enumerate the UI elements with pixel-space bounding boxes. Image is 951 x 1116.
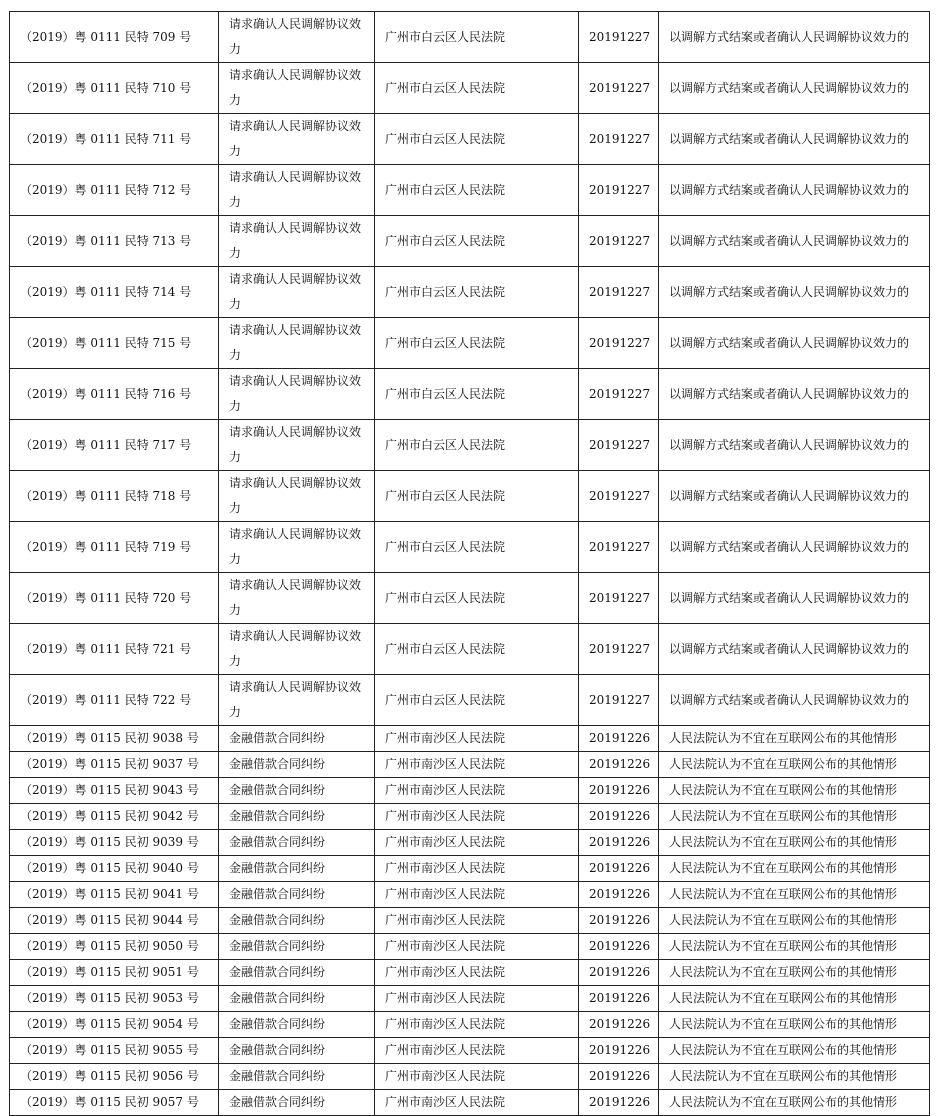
- court-name-cell: 广州市白云区人民法院: [375, 573, 579, 624]
- table-row: [10, 522, 930, 573]
- court-name-cell: 广州市白云区人民法院: [375, 522, 579, 573]
- date-cell: 20191226: [579, 778, 659, 804]
- reason-cell: 人民法院认为不宜在互联网公布的其他情形: [659, 726, 930, 752]
- case-cause-cell: 请求确认人民调解协议效力: [219, 165, 375, 216]
- court-name-cell: 广州市白云区人民法院: [375, 267, 579, 318]
- court-name-cell: 广州市白云区人民法院: [375, 318, 579, 369]
- case-number-cell: （2019）粤 0111 民特 713 号: [10, 216, 219, 267]
- case-number-cell: （2019）粤 0111 民特 709 号: [10, 12, 219, 63]
- date-cell: 20191226: [579, 934, 659, 960]
- case-number-cell: （2019）粤 0115 民初 9042 号: [10, 804, 219, 830]
- court-name-cell: 广州市白云区人民法院: [375, 165, 579, 216]
- case-number-cell: （2019）粤 0115 民初 9057 号: [10, 1090, 219, 1116]
- court-name-cell: 广州市白云区人民法院: [375, 114, 579, 165]
- court-name-cell: 广州市白云区人民法院: [375, 420, 579, 471]
- case-cause-cell: 金融借款合同纠纷: [219, 1038, 375, 1064]
- date-cell: 20191227: [579, 624, 659, 675]
- table-row: [10, 471, 930, 522]
- case-number-cell: （2019）粤 0115 民初 9050 号: [10, 934, 219, 960]
- reason-cell: 人民法院认为不宜在互联网公布的其他情形: [659, 1038, 930, 1064]
- table-row: [10, 1090, 930, 1116]
- court-name-cell: 广州市南沙区人民法院: [375, 752, 579, 778]
- court-name-cell: 广州市南沙区人民法院: [375, 726, 579, 752]
- case-number-cell: （2019）粤 0115 民初 9040 号: [10, 856, 219, 882]
- case-cause-cell: 请求确认人民调解协议效力: [219, 675, 375, 726]
- reason-cell: 以调解方式结案或者确认人民调解协议效力的: [659, 369, 930, 420]
- court-name-cell: 广州市南沙区人民法院: [375, 1012, 579, 1038]
- court-name-cell: 广州市南沙区人民法院: [375, 1064, 579, 1090]
- reason-cell: 人民法院认为不宜在互联网公布的其他情形: [659, 804, 930, 830]
- date-cell: 20191227: [579, 522, 659, 573]
- date-cell: 20191226: [579, 804, 659, 830]
- court-name-cell: 广州市白云区人民法院: [375, 624, 579, 675]
- date-cell: 20191226: [579, 1012, 659, 1038]
- table-row: [10, 856, 930, 882]
- date-cell: 20191227: [579, 573, 659, 624]
- table-row: [10, 624, 930, 675]
- case-cause-cell: 请求确认人民调解协议效力: [219, 573, 375, 624]
- case-number-cell: （2019）粤 0115 民初 9041 号: [10, 882, 219, 908]
- court-name-cell: 广州市南沙区人民法院: [375, 778, 579, 804]
- table-row: [10, 908, 930, 934]
- case-cause-cell: 金融借款合同纠纷: [219, 804, 375, 830]
- table-row: [10, 934, 930, 960]
- date-cell: 20191227: [579, 318, 659, 369]
- date-cell: 20191227: [579, 471, 659, 522]
- case-cause-cell: 金融借款合同纠纷: [219, 908, 375, 934]
- reason-cell: 以调解方式结案或者确认人民调解协议效力的: [659, 63, 930, 114]
- case-cause-cell: 金融借款合同纠纷: [219, 882, 375, 908]
- date-cell: 20191226: [579, 830, 659, 856]
- case-cause-cell: 请求确认人民调解协议效力: [219, 318, 375, 369]
- reason-cell: 以调解方式结案或者确认人民调解协议效力的: [659, 318, 930, 369]
- reason-cell: 以调解方式结案或者确认人民调解协议效力的: [659, 624, 930, 675]
- reason-cell: 人民法院认为不宜在互联网公布的其他情形: [659, 908, 930, 934]
- court-name-cell: 广州市南沙区人民法院: [375, 830, 579, 856]
- case-table: [9, 11, 930, 1116]
- table-row: [10, 1064, 930, 1090]
- case-cause-cell: 金融借款合同纠纷: [219, 934, 375, 960]
- court-name-cell: 广州市南沙区人民法院: [375, 986, 579, 1012]
- date-cell: 20191227: [579, 369, 659, 420]
- case-cause-cell: 金融借款合同纠纷: [219, 1012, 375, 1038]
- date-cell: 20191226: [579, 1038, 659, 1064]
- table-row: [10, 63, 930, 114]
- court-name-cell: 广州市白云区人民法院: [375, 369, 579, 420]
- table-row: [10, 726, 930, 752]
- date-cell: 20191226: [579, 908, 659, 934]
- case-cause-cell: 金融借款合同纠纷: [219, 986, 375, 1012]
- reason-cell: 以调解方式结案或者确认人民调解协议效力的: [659, 267, 930, 318]
- court-name-cell: 广州市白云区人民法院: [375, 675, 579, 726]
- case-cause-cell: 金融借款合同纠纷: [219, 856, 375, 882]
- reason-cell: 以调解方式结案或者确认人民调解协议效力的: [659, 165, 930, 216]
- case-cause-cell: 金融借款合同纠纷: [219, 1064, 375, 1090]
- table-row: [10, 318, 930, 369]
- date-cell: 20191227: [579, 675, 659, 726]
- date-cell: 20191226: [579, 882, 659, 908]
- case-cause-cell: 请求确认人民调解协议效力: [219, 369, 375, 420]
- table-row: [10, 778, 930, 804]
- table-row: [10, 267, 930, 318]
- table-row: [10, 216, 930, 267]
- reason-cell: 人民法院认为不宜在互联网公布的其他情形: [659, 856, 930, 882]
- case-cause-cell: 请求确认人民调解协议效力: [219, 63, 375, 114]
- court-name-cell: 广州市南沙区人民法院: [375, 1038, 579, 1064]
- date-cell: 20191227: [579, 267, 659, 318]
- case-cause-cell: 请求确认人民调解协议效力: [219, 267, 375, 318]
- court-name-cell: 广州市南沙区人民法院: [375, 1090, 579, 1116]
- table-row: [10, 960, 930, 986]
- court-name-cell: 广州市南沙区人民法院: [375, 882, 579, 908]
- case-cause-cell: 请求确认人民调解协议效力: [219, 471, 375, 522]
- case-number-cell: （2019）粤 0111 民特 717 号: [10, 420, 219, 471]
- case-cause-cell: 金融借款合同纠纷: [219, 830, 375, 856]
- court-name-cell: 广州市南沙区人民法院: [375, 908, 579, 934]
- date-cell: 20191227: [579, 165, 659, 216]
- table-row: [10, 830, 930, 856]
- date-cell: 20191226: [579, 1064, 659, 1090]
- case-number-cell: （2019）粤 0115 民初 9056 号: [10, 1064, 219, 1090]
- reason-cell: 以调解方式结案或者确认人民调解协议效力的: [659, 573, 930, 624]
- case-number-cell: （2019）粤 0115 民初 9055 号: [10, 1038, 219, 1064]
- court-name-cell: 广州市白云区人民法院: [375, 63, 579, 114]
- case-number-cell: （2019）粤 0115 民初 9043 号: [10, 778, 219, 804]
- table-row: [10, 675, 930, 726]
- reason-cell: 以调解方式结案或者确认人民调解协议效力的: [659, 420, 930, 471]
- reason-cell: 人民法院认为不宜在互联网公布的其他情形: [659, 1012, 930, 1038]
- reason-cell: 人民法院认为不宜在互联网公布的其他情形: [659, 882, 930, 908]
- case-number-cell: （2019）粤 0111 民特 710 号: [10, 63, 219, 114]
- table-row: [10, 12, 930, 63]
- table-row: [10, 165, 930, 216]
- case-cause-cell: 请求确认人民调解协议效力: [219, 624, 375, 675]
- case-cause-cell: 金融借款合同纠纷: [219, 960, 375, 986]
- table-row: [10, 573, 930, 624]
- case-number-cell: （2019）粤 0111 民特 714 号: [10, 267, 219, 318]
- court-name-cell: 广州市南沙区人民法院: [375, 960, 579, 986]
- case-cause-cell: 金融借款合同纠纷: [219, 752, 375, 778]
- reason-cell: 人民法院认为不宜在互联网公布的其他情形: [659, 752, 930, 778]
- reason-cell: 以调解方式结案或者确认人民调解协议效力的: [659, 12, 930, 63]
- case-cause-cell: 请求确认人民调解协议效力: [219, 114, 375, 165]
- case-cause-cell: 金融借款合同纠纷: [219, 726, 375, 752]
- case-cause-cell: 请求确认人民调解协议效力: [219, 522, 375, 573]
- date-cell: 20191226: [579, 1090, 659, 1116]
- case-cause-cell: 金融借款合同纠纷: [219, 1090, 375, 1116]
- table-row: [10, 986, 930, 1012]
- reason-cell: 人民法院认为不宜在互联网公布的其他情形: [659, 960, 930, 986]
- case-cause-cell: 请求确认人民调解协议效力: [219, 12, 375, 63]
- case-cause-cell: 请求确认人民调解协议效力: [219, 216, 375, 267]
- case-number-cell: （2019）粤 0111 民特 715 号: [10, 318, 219, 369]
- date-cell: 20191227: [579, 216, 659, 267]
- date-cell: 20191227: [579, 114, 659, 165]
- case-number-cell: （2019）粤 0115 民初 9054 号: [10, 1012, 219, 1038]
- date-cell: 20191226: [579, 752, 659, 778]
- case-number-cell: （2019）粤 0115 民初 9039 号: [10, 830, 219, 856]
- date-cell: 20191226: [579, 986, 659, 1012]
- table-row: [10, 1012, 930, 1038]
- date-cell: 20191227: [579, 420, 659, 471]
- table-row: [10, 752, 930, 778]
- case-cause-cell: 请求确认人民调解协议效力: [219, 420, 375, 471]
- reason-cell: 以调解方式结案或者确认人民调解协议效力的: [659, 114, 930, 165]
- court-name-cell: 广州市南沙区人民法院: [375, 804, 579, 830]
- reason-cell: 人民法院认为不宜在互联网公布的其他情形: [659, 1064, 930, 1090]
- table-row: [10, 804, 930, 830]
- court-name-cell: 广州市白云区人民法院: [375, 471, 579, 522]
- case-number-cell: （2019）粤 0111 民特 722 号: [10, 675, 219, 726]
- table-row: [10, 369, 930, 420]
- case-number-cell: （2019）粤 0111 民特 719 号: [10, 522, 219, 573]
- case-number-cell: （2019）粤 0115 民初 9037 号: [10, 752, 219, 778]
- table-row: [10, 420, 930, 471]
- case-number-cell: （2019）粤 0115 民初 9038 号: [10, 726, 219, 752]
- table-row: [10, 1038, 930, 1064]
- case-number-cell: （2019）粤 0111 民特 718 号: [10, 471, 219, 522]
- case-number-cell: （2019）粤 0111 民特 721 号: [10, 624, 219, 675]
- case-table-body: [10, 12, 930, 1116]
- case-number-cell: （2019）粤 0111 民特 720 号: [10, 573, 219, 624]
- case-number-cell: （2019）粤 0115 民初 9044 号: [10, 908, 219, 934]
- case-number-cell: （2019）粤 0115 民初 9053 号: [10, 986, 219, 1012]
- date-cell: 20191227: [579, 12, 659, 63]
- date-cell: 20191227: [579, 63, 659, 114]
- date-cell: 20191226: [579, 726, 659, 752]
- case-number-cell: （2019）粤 0111 民特 711 号: [10, 114, 219, 165]
- table-row: [10, 882, 930, 908]
- court-name-cell: 广州市白云区人民法院: [375, 12, 579, 63]
- reason-cell: 人民法院认为不宜在互联网公布的其他情形: [659, 934, 930, 960]
- case-number-cell: （2019）粤 0111 民特 716 号: [10, 369, 219, 420]
- reason-cell: 人民法院认为不宜在互联网公布的其他情形: [659, 986, 930, 1012]
- reason-cell: 人民法院认为不宜在互联网公布的其他情形: [659, 1090, 930, 1116]
- date-cell: 20191226: [579, 856, 659, 882]
- case-cause-cell: 金融借款合同纠纷: [219, 778, 375, 804]
- date-cell: 20191226: [579, 960, 659, 986]
- court-name-cell: 广州市南沙区人民法院: [375, 856, 579, 882]
- case-number-cell: （2019）粤 0115 民初 9051 号: [10, 960, 219, 986]
- table-row: [10, 114, 930, 165]
- reason-cell: 以调解方式结案或者确认人民调解协议效力的: [659, 471, 930, 522]
- reason-cell: 人民法院认为不宜在互联网公布的其他情形: [659, 830, 930, 856]
- reason-cell: 以调解方式结案或者确认人民调解协议效力的: [659, 675, 930, 726]
- case-number-cell: （2019）粤 0111 民特 712 号: [10, 165, 219, 216]
- reason-cell: 以调解方式结案或者确认人民调解协议效力的: [659, 522, 930, 573]
- court-name-cell: 广州市南沙区人民法院: [375, 934, 579, 960]
- reason-cell: 人民法院认为不宜在互联网公布的其他情形: [659, 778, 930, 804]
- court-name-cell: 广州市白云区人民法院: [375, 216, 579, 267]
- reason-cell: 以调解方式结案或者确认人民调解协议效力的: [659, 216, 930, 267]
